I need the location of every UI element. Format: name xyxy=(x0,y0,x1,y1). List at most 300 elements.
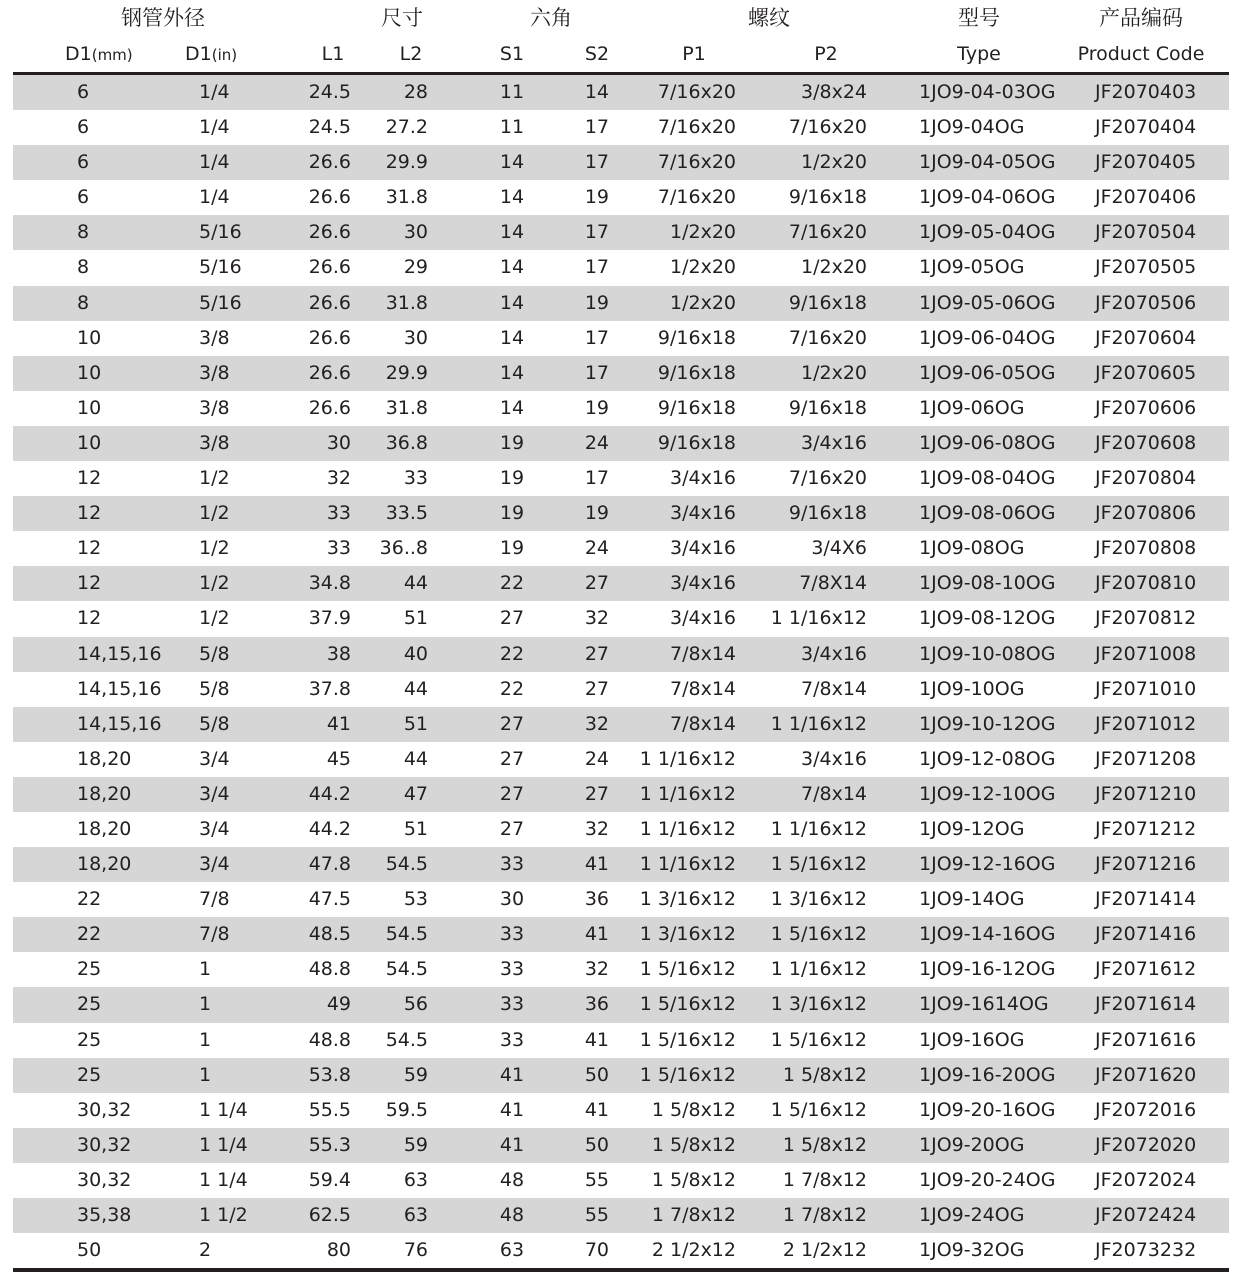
cell-s1: 48 xyxy=(499,1204,525,1226)
cell-s2: 17 xyxy=(584,116,609,139)
cell-type: 1JO9-04-06OG xyxy=(919,186,1056,209)
cell-d1-mm: 50 xyxy=(77,1239,102,1262)
cell-type: 1JO9-24OG xyxy=(919,1204,1025,1226)
cell-l2: 40 xyxy=(403,642,428,665)
cell-l2: 44 xyxy=(403,572,428,595)
cell-d1-mm: 30,32 xyxy=(77,1133,132,1156)
cell-d1-in: 3/4 xyxy=(199,747,230,770)
cell-type: 1JO9-10OG xyxy=(919,677,1025,700)
cell-s1: 14 xyxy=(499,326,525,349)
table-row xyxy=(13,952,1229,987)
cell-s2: 50 xyxy=(584,1133,609,1156)
table-row xyxy=(13,777,1229,812)
cell-l2: 29 xyxy=(403,256,428,279)
cell-p1: 3/4x16 xyxy=(670,572,736,595)
col-header-d1-in xyxy=(185,36,237,72)
cell-d1-in: 1 xyxy=(199,958,212,981)
cell-type: 1JO9-08-06OG xyxy=(919,502,1056,525)
cell-product-code: JF2070406 xyxy=(1095,186,1197,209)
cell-s2: 24 xyxy=(584,537,609,560)
cell-product-code: JF2071008 xyxy=(1095,642,1197,665)
cell-product-code: JF2071612 xyxy=(1095,958,1197,981)
cell-s2: 17 xyxy=(584,326,609,349)
cell-d1-mm: 22 xyxy=(77,888,102,911)
col-header-d1-in-unit: (in) xyxy=(211,46,238,64)
cell-p1: 1 3/16x12 xyxy=(639,923,736,946)
cell-s1: 63 xyxy=(499,1239,525,1262)
cell-product-code: JF2071414 xyxy=(1095,888,1197,911)
cell-d1-in: 5/8 xyxy=(199,642,230,665)
cell-p2: 7/8X14 xyxy=(799,572,867,595)
cell-p1: 7/16x20 xyxy=(657,151,736,174)
cell-product-code: JF2070606 xyxy=(1095,396,1197,419)
cell-p2: 3/4x16 xyxy=(801,431,867,454)
cell-type: 1JO9-14-16OG xyxy=(919,923,1056,946)
cell-l2: 51 xyxy=(403,817,428,840)
cell-l1: 24.5 xyxy=(308,81,351,103)
cell-p1: 1 1/16x12 xyxy=(639,747,736,770)
cell-product-code: JF2070506 xyxy=(1095,291,1197,314)
cell-p1: 3/4x16 xyxy=(670,502,736,525)
cell-p2: 7/16x20 xyxy=(788,467,867,490)
cell-d1-in: 1/2 xyxy=(199,572,230,595)
cell-l2: 53 xyxy=(403,888,428,911)
cell-s2: 24 xyxy=(584,747,609,770)
cell-d1-in: 3/4 xyxy=(199,853,230,876)
cell-p1: 2 1/2x12 xyxy=(651,1239,736,1262)
cell-p2: 1 1/16x12 xyxy=(770,958,867,981)
cell-l1: 37.9 xyxy=(308,607,351,630)
cell-l2: 28 xyxy=(403,81,428,103)
cell-product-code: JF2071616 xyxy=(1095,1028,1197,1051)
cell-type: 1JO9-20-16OG xyxy=(919,1098,1056,1121)
cell-s2: 19 xyxy=(584,502,609,525)
cell-type: 1JO9-12-08OG xyxy=(919,747,1056,770)
cell-type: 1JO9-1614OG xyxy=(919,993,1049,1016)
cell-l2: 33.5 xyxy=(385,502,428,525)
cell-l2: 29.9 xyxy=(385,361,428,384)
cell-p1: 1 1/16x12 xyxy=(639,817,736,840)
cell-s1: 19 xyxy=(499,537,525,560)
cell-product-code: JF2072020 xyxy=(1095,1133,1197,1156)
cell-l2: 54.5 xyxy=(385,1028,428,1051)
cell-s2: 19 xyxy=(584,291,609,314)
cell-l1: 34.8 xyxy=(308,572,351,595)
cell-p1: 1 5/8x12 xyxy=(651,1098,736,1121)
cell-d1-mm: 18,20 xyxy=(77,782,132,805)
cell-s2: 55 xyxy=(584,1168,609,1191)
cell-product-code: JF2071620 xyxy=(1095,1063,1197,1086)
cell-d1-mm: 10 xyxy=(77,431,102,454)
cell-p1: 9/16x18 xyxy=(657,431,736,454)
cell-product-code: JF2070808 xyxy=(1095,537,1197,560)
cell-product-code: JF2070812 xyxy=(1095,607,1197,630)
cell-s2: 41 xyxy=(584,1028,609,1051)
cell-type: 1JO9-05-04OG xyxy=(919,221,1056,244)
table-row xyxy=(13,707,1229,742)
cell-l1: 38 xyxy=(326,642,351,665)
table-row xyxy=(13,250,1229,285)
cell-p2: 7/16x20 xyxy=(788,116,867,139)
cell-p1: 1 5/16x12 xyxy=(639,1063,736,1086)
cell-d1-mm: 14,15,16 xyxy=(77,642,162,665)
cell-d1-in: 5/16 xyxy=(199,221,242,244)
cell-p2: 1/2x20 xyxy=(801,256,867,279)
cell-p1: 7/16x20 xyxy=(657,116,736,139)
cell-p2: 9/16x18 xyxy=(788,291,867,314)
cell-l2: 36..8 xyxy=(379,537,428,560)
cell-p2: 1 5/8x12 xyxy=(782,1063,867,1086)
table-row xyxy=(13,426,1229,461)
cell-type: 1JO9-20-24OG xyxy=(919,1168,1056,1191)
group-header-hex: 六角 xyxy=(530,6,572,30)
cell-d1-in: 2 xyxy=(199,1239,212,1262)
cell-d1-mm: 12 xyxy=(77,467,102,490)
cell-p1: 3/4x16 xyxy=(670,467,736,490)
cell-l1: 26.6 xyxy=(308,151,351,174)
cell-product-code: JF2072024 xyxy=(1095,1168,1197,1191)
cell-p1: 7/8x14 xyxy=(670,677,736,700)
cell-d1-mm: 10 xyxy=(77,396,102,419)
cell-product-code: JF2070404 xyxy=(1095,116,1197,139)
cell-s1: 33 xyxy=(499,923,525,946)
cell-type: 1JO9-16OG xyxy=(919,1028,1025,1051)
table-row xyxy=(13,1128,1229,1163)
cell-d1-in: 1 xyxy=(199,993,212,1016)
cell-l1: 32 xyxy=(326,467,351,490)
cell-s2: 32 xyxy=(584,817,609,840)
cell-s1: 33 xyxy=(499,993,525,1016)
cell-p2: 1 1/16x12 xyxy=(770,712,867,735)
cell-d1-mm: 12 xyxy=(77,502,102,525)
cell-d1-mm: 8 xyxy=(77,256,90,279)
cell-p1: 7/16x20 xyxy=(657,186,736,209)
table-row xyxy=(13,461,1229,496)
cell-s1: 14 xyxy=(499,396,525,419)
cell-l2: 27.2 xyxy=(385,116,428,139)
cell-type: 1JO9-05-06OG xyxy=(919,291,1056,314)
col-header-l1: L1 xyxy=(321,43,345,65)
cell-s2: 27 xyxy=(584,572,609,595)
cell-product-code: JF2071216 xyxy=(1095,853,1197,876)
cell-s2: 14 xyxy=(584,81,609,103)
cell-d1-in: 1/2 xyxy=(199,537,230,560)
cell-d1-in: 1/2 xyxy=(199,607,230,630)
cell-s1: 41 xyxy=(499,1063,525,1086)
cell-l1: 49 xyxy=(326,993,351,1016)
cell-d1-mm: 6 xyxy=(77,116,90,139)
cell-type: 1JO9-10-12OG xyxy=(919,712,1056,735)
cell-type: 1JO9-12-16OG xyxy=(919,853,1056,876)
cell-s1: 33 xyxy=(499,958,525,981)
cell-p1: 1 5/16x12 xyxy=(639,1028,736,1051)
cell-p1: 1 5/16x12 xyxy=(639,958,736,981)
cell-d1-in: 7/8 xyxy=(199,888,230,911)
table-row xyxy=(13,321,1229,356)
cell-p2: 3/8x24 xyxy=(801,81,867,103)
cell-d1-in: 1 xyxy=(199,1028,212,1051)
cell-d1-in: 1 1/4 xyxy=(199,1098,248,1121)
cell-d1-mm: 25 xyxy=(77,993,102,1016)
cell-s1: 11 xyxy=(499,81,525,103)
cell-p2: 1 5/16x12 xyxy=(770,1028,867,1051)
col-header-d1-in-label: D1 xyxy=(185,43,212,65)
cell-s1: 19 xyxy=(499,431,525,454)
cell-product-code: JF2070608 xyxy=(1095,431,1197,454)
cell-s1: 14 xyxy=(499,151,525,174)
col-header-s2: S2 xyxy=(584,43,610,65)
cell-type: 1JO9-08-04OG xyxy=(919,467,1056,490)
cell-s1: 27 xyxy=(499,607,525,630)
cell-l1: 80 xyxy=(326,1239,351,1262)
table-row xyxy=(13,742,1229,777)
cell-p1: 7/8x14 xyxy=(670,642,736,665)
cell-l2: 76 xyxy=(403,1239,428,1262)
cell-d1-mm: 18,20 xyxy=(77,853,132,876)
cell-s1: 14 xyxy=(499,256,525,279)
cell-p2: 3/4x16 xyxy=(801,642,867,665)
cell-d1-mm: 25 xyxy=(77,1028,102,1051)
table-row xyxy=(13,601,1229,636)
cell-s1: 41 xyxy=(499,1098,525,1121)
cell-product-code: JF2070504 xyxy=(1095,221,1197,244)
cell-s2: 70 xyxy=(584,1239,609,1262)
cell-l1: 33 xyxy=(326,502,351,525)
cell-d1-mm: 25 xyxy=(77,1063,102,1086)
cell-d1-mm: 18,20 xyxy=(77,747,132,770)
group-header-code: 产品编码 xyxy=(1099,6,1183,30)
cell-type: 1JO9-06-04OG xyxy=(919,326,1056,349)
cell-p1: 1 5/8x12 xyxy=(651,1168,736,1191)
table-row xyxy=(13,637,1229,672)
cell-l2: 54.5 xyxy=(385,853,428,876)
table-row xyxy=(13,496,1229,531)
cell-d1-in: 3/8 xyxy=(199,361,230,384)
table-row xyxy=(13,847,1229,882)
table-row xyxy=(13,672,1229,707)
cell-p2: 7/8x14 xyxy=(801,677,867,700)
cell-s2: 19 xyxy=(584,396,609,419)
cell-p1: 1 5/16x12 xyxy=(639,993,736,1016)
cell-l2: 47 xyxy=(403,782,428,805)
cell-s2: 17 xyxy=(584,467,609,490)
cell-d1-mm: 22 xyxy=(77,923,102,946)
cell-s1: 27 xyxy=(499,782,525,805)
cell-l1: 48.8 xyxy=(308,958,351,981)
cell-s2: 27 xyxy=(584,782,609,805)
cell-s1: 19 xyxy=(499,502,525,525)
cell-d1-in: 1/4 xyxy=(199,81,230,103)
cell-s1: 27 xyxy=(499,747,525,770)
cell-l1: 26.6 xyxy=(308,396,351,419)
cell-p2: 9/16x18 xyxy=(788,186,867,209)
cell-l1: 45 xyxy=(326,747,351,770)
cell-s2: 17 xyxy=(584,361,609,384)
cell-p1: 1 7/8x12 xyxy=(651,1204,736,1226)
cell-d1-mm: 12 xyxy=(77,607,102,630)
cell-d1-in: 1/2 xyxy=(199,502,230,525)
cell-s1: 14 xyxy=(499,221,525,244)
cell-type: 1JO9-16-12OG xyxy=(919,958,1056,981)
cell-l2: 31.8 xyxy=(385,291,428,314)
cell-type: 1JO9-06-05OG xyxy=(919,361,1056,384)
cell-l1: 47.5 xyxy=(308,888,351,911)
cell-p1: 1 1/16x12 xyxy=(639,853,736,876)
table-row xyxy=(13,1023,1229,1058)
cell-product-code: JF2070403 xyxy=(1095,81,1197,103)
table-row xyxy=(13,917,1229,952)
column-header-row xyxy=(13,36,1229,72)
cell-l1: 33 xyxy=(326,537,351,560)
cell-s2: 50 xyxy=(584,1063,609,1086)
cell-product-code: JF2070604 xyxy=(1095,326,1197,349)
col-header-d1-mm-label: D1 xyxy=(65,43,92,65)
cell-type: 1JO9-20OG xyxy=(919,1133,1025,1156)
cell-product-code: JF2072016 xyxy=(1095,1098,1197,1121)
cell-product-code: JF2072424 xyxy=(1095,1204,1197,1226)
cell-type: 1JO9-16-20OG xyxy=(919,1063,1056,1086)
cell-s1: 14 xyxy=(499,361,525,384)
cell-l2: 36.8 xyxy=(385,431,428,454)
cell-l2: 29.9 xyxy=(385,151,428,174)
table-row xyxy=(13,987,1229,1022)
cell-p2: 7/16x20 xyxy=(788,326,867,349)
cell-d1-in: 3/8 xyxy=(199,396,230,419)
cell-d1-mm: 6 xyxy=(77,186,90,209)
group-header-size: 尺寸 xyxy=(381,6,423,30)
table-row xyxy=(13,1233,1229,1268)
cell-product-code: JF2071012 xyxy=(1095,712,1197,735)
cell-l1: 55.3 xyxy=(308,1133,351,1156)
cell-s2: 32 xyxy=(584,712,609,735)
cell-p1: 1 5/8x12 xyxy=(651,1133,736,1156)
cell-product-code: JF2071210 xyxy=(1095,782,1197,805)
cell-l2: 33 xyxy=(403,467,428,490)
cell-product-code: JF2071010 xyxy=(1095,677,1197,700)
cell-s2: 36 xyxy=(584,993,609,1016)
cell-product-code: JF2071208 xyxy=(1095,747,1197,770)
cell-p1: 1 1/16x12 xyxy=(639,782,736,805)
cell-type: 1JO9-08-10OG xyxy=(919,572,1056,595)
cell-l2: 63 xyxy=(403,1168,428,1191)
cell-p1: 1/2x20 xyxy=(670,291,736,314)
table-row xyxy=(13,882,1229,917)
cell-product-code: JF2070605 xyxy=(1095,361,1197,384)
cell-type: 1JO9-04-03OG xyxy=(919,81,1056,103)
cell-s2: 17 xyxy=(584,221,609,244)
cell-l1: 26.6 xyxy=(308,256,351,279)
cell-product-code: JF2070810 xyxy=(1095,572,1197,595)
cell-d1-in: 1/4 xyxy=(199,116,230,139)
cell-d1-in: 3/4 xyxy=(199,782,230,805)
group-header-thread: 螺纹 xyxy=(748,6,790,30)
cell-s2: 32 xyxy=(584,958,609,981)
cell-l2: 44 xyxy=(403,677,428,700)
cell-d1-mm: 25 xyxy=(77,958,102,981)
cell-s2: 17 xyxy=(584,151,609,174)
cell-d1-mm: 30,32 xyxy=(77,1098,132,1121)
cell-s1: 30 xyxy=(499,888,525,911)
cell-product-code: JF2070505 xyxy=(1095,256,1197,279)
cell-p1: 7/16x20 xyxy=(657,81,736,103)
cell-p1: 9/16x18 xyxy=(657,326,736,349)
table-row xyxy=(13,180,1229,215)
cell-product-code: JF2070804 xyxy=(1095,467,1197,490)
cell-type: 1JO9-08-12OG xyxy=(919,607,1056,630)
cell-d1-in: 1 1/4 xyxy=(199,1168,248,1191)
cell-p2: 1 3/16x12 xyxy=(770,993,867,1016)
cell-p2: 1 5/8x12 xyxy=(782,1133,867,1156)
cell-type: 1JO9-10-08OG xyxy=(919,642,1056,665)
cell-d1-in: 3/8 xyxy=(199,326,230,349)
table-row xyxy=(13,75,1229,110)
cell-l1: 44.2 xyxy=(308,782,351,805)
cell-s1: 19 xyxy=(499,467,525,490)
cell-type: 1JO9-12-10OG xyxy=(919,782,1056,805)
cell-product-code: JF2070405 xyxy=(1095,151,1197,174)
table-row xyxy=(13,286,1229,321)
cell-s2: 41 xyxy=(584,853,609,876)
cell-p2: 3/4x16 xyxy=(801,747,867,770)
cell-s2: 19 xyxy=(584,186,609,209)
cell-d1-mm: 8 xyxy=(77,221,90,244)
table-row xyxy=(13,356,1229,391)
cell-product-code: JF2071614 xyxy=(1095,993,1197,1016)
cell-d1-in: 5/8 xyxy=(199,712,230,735)
cell-s2: 36 xyxy=(584,888,609,911)
cell-type: 1JO9-04OG xyxy=(919,116,1025,139)
col-header-p2: P2 xyxy=(814,43,838,65)
cell-l1: 55.5 xyxy=(308,1098,351,1121)
cell-p2: 2 1/2x12 xyxy=(782,1239,867,1262)
cell-type: 1JO9-04-05OG xyxy=(919,151,1056,174)
cell-d1-in: 1/4 xyxy=(199,151,230,174)
cell-product-code: JF2070806 xyxy=(1095,502,1197,525)
cell-s2: 17 xyxy=(584,256,609,279)
cell-s1: 22 xyxy=(499,572,525,595)
table-row xyxy=(13,215,1229,250)
cell-p1: 9/16x18 xyxy=(657,396,736,419)
cell-p2: 9/16x18 xyxy=(788,502,867,525)
cell-p2: 1 7/8x12 xyxy=(782,1168,867,1191)
cell-d1-mm: 6 xyxy=(77,151,90,174)
cell-p1: 7/8x14 xyxy=(670,712,736,735)
cell-d1-mm: 18,20 xyxy=(77,817,132,840)
cell-p2: 1 3/16x12 xyxy=(770,888,867,911)
cell-p1: 1 3/16x12 xyxy=(639,888,736,911)
cell-l2: 56 xyxy=(403,993,428,1016)
cell-s1: 48 xyxy=(499,1168,525,1191)
cell-d1-in: 3/8 xyxy=(199,431,230,454)
cell-l2: 54.5 xyxy=(385,958,428,981)
cell-s2: 32 xyxy=(584,607,609,630)
cell-s1: 27 xyxy=(499,712,525,735)
col-header-type: Type xyxy=(957,43,1001,65)
cell-l2: 51 xyxy=(403,607,428,630)
cell-l1: 59.4 xyxy=(308,1168,351,1191)
cell-l1: 48.5 xyxy=(308,923,351,946)
cell-p2: 1 1/16x12 xyxy=(770,817,867,840)
cell-l1: 30 xyxy=(326,431,351,454)
cell-d1-in: 7/8 xyxy=(199,923,230,946)
cell-l1: 53.8 xyxy=(308,1063,351,1086)
cell-p2: 9/16x18 xyxy=(788,396,867,419)
cell-l1: 26.6 xyxy=(308,186,351,209)
cell-l1: 44.2 xyxy=(308,817,351,840)
cell-type: 1JO9-06-08OG xyxy=(919,431,1056,454)
cell-d1-mm: 14,15,16 xyxy=(77,712,162,735)
table-row xyxy=(13,391,1229,426)
